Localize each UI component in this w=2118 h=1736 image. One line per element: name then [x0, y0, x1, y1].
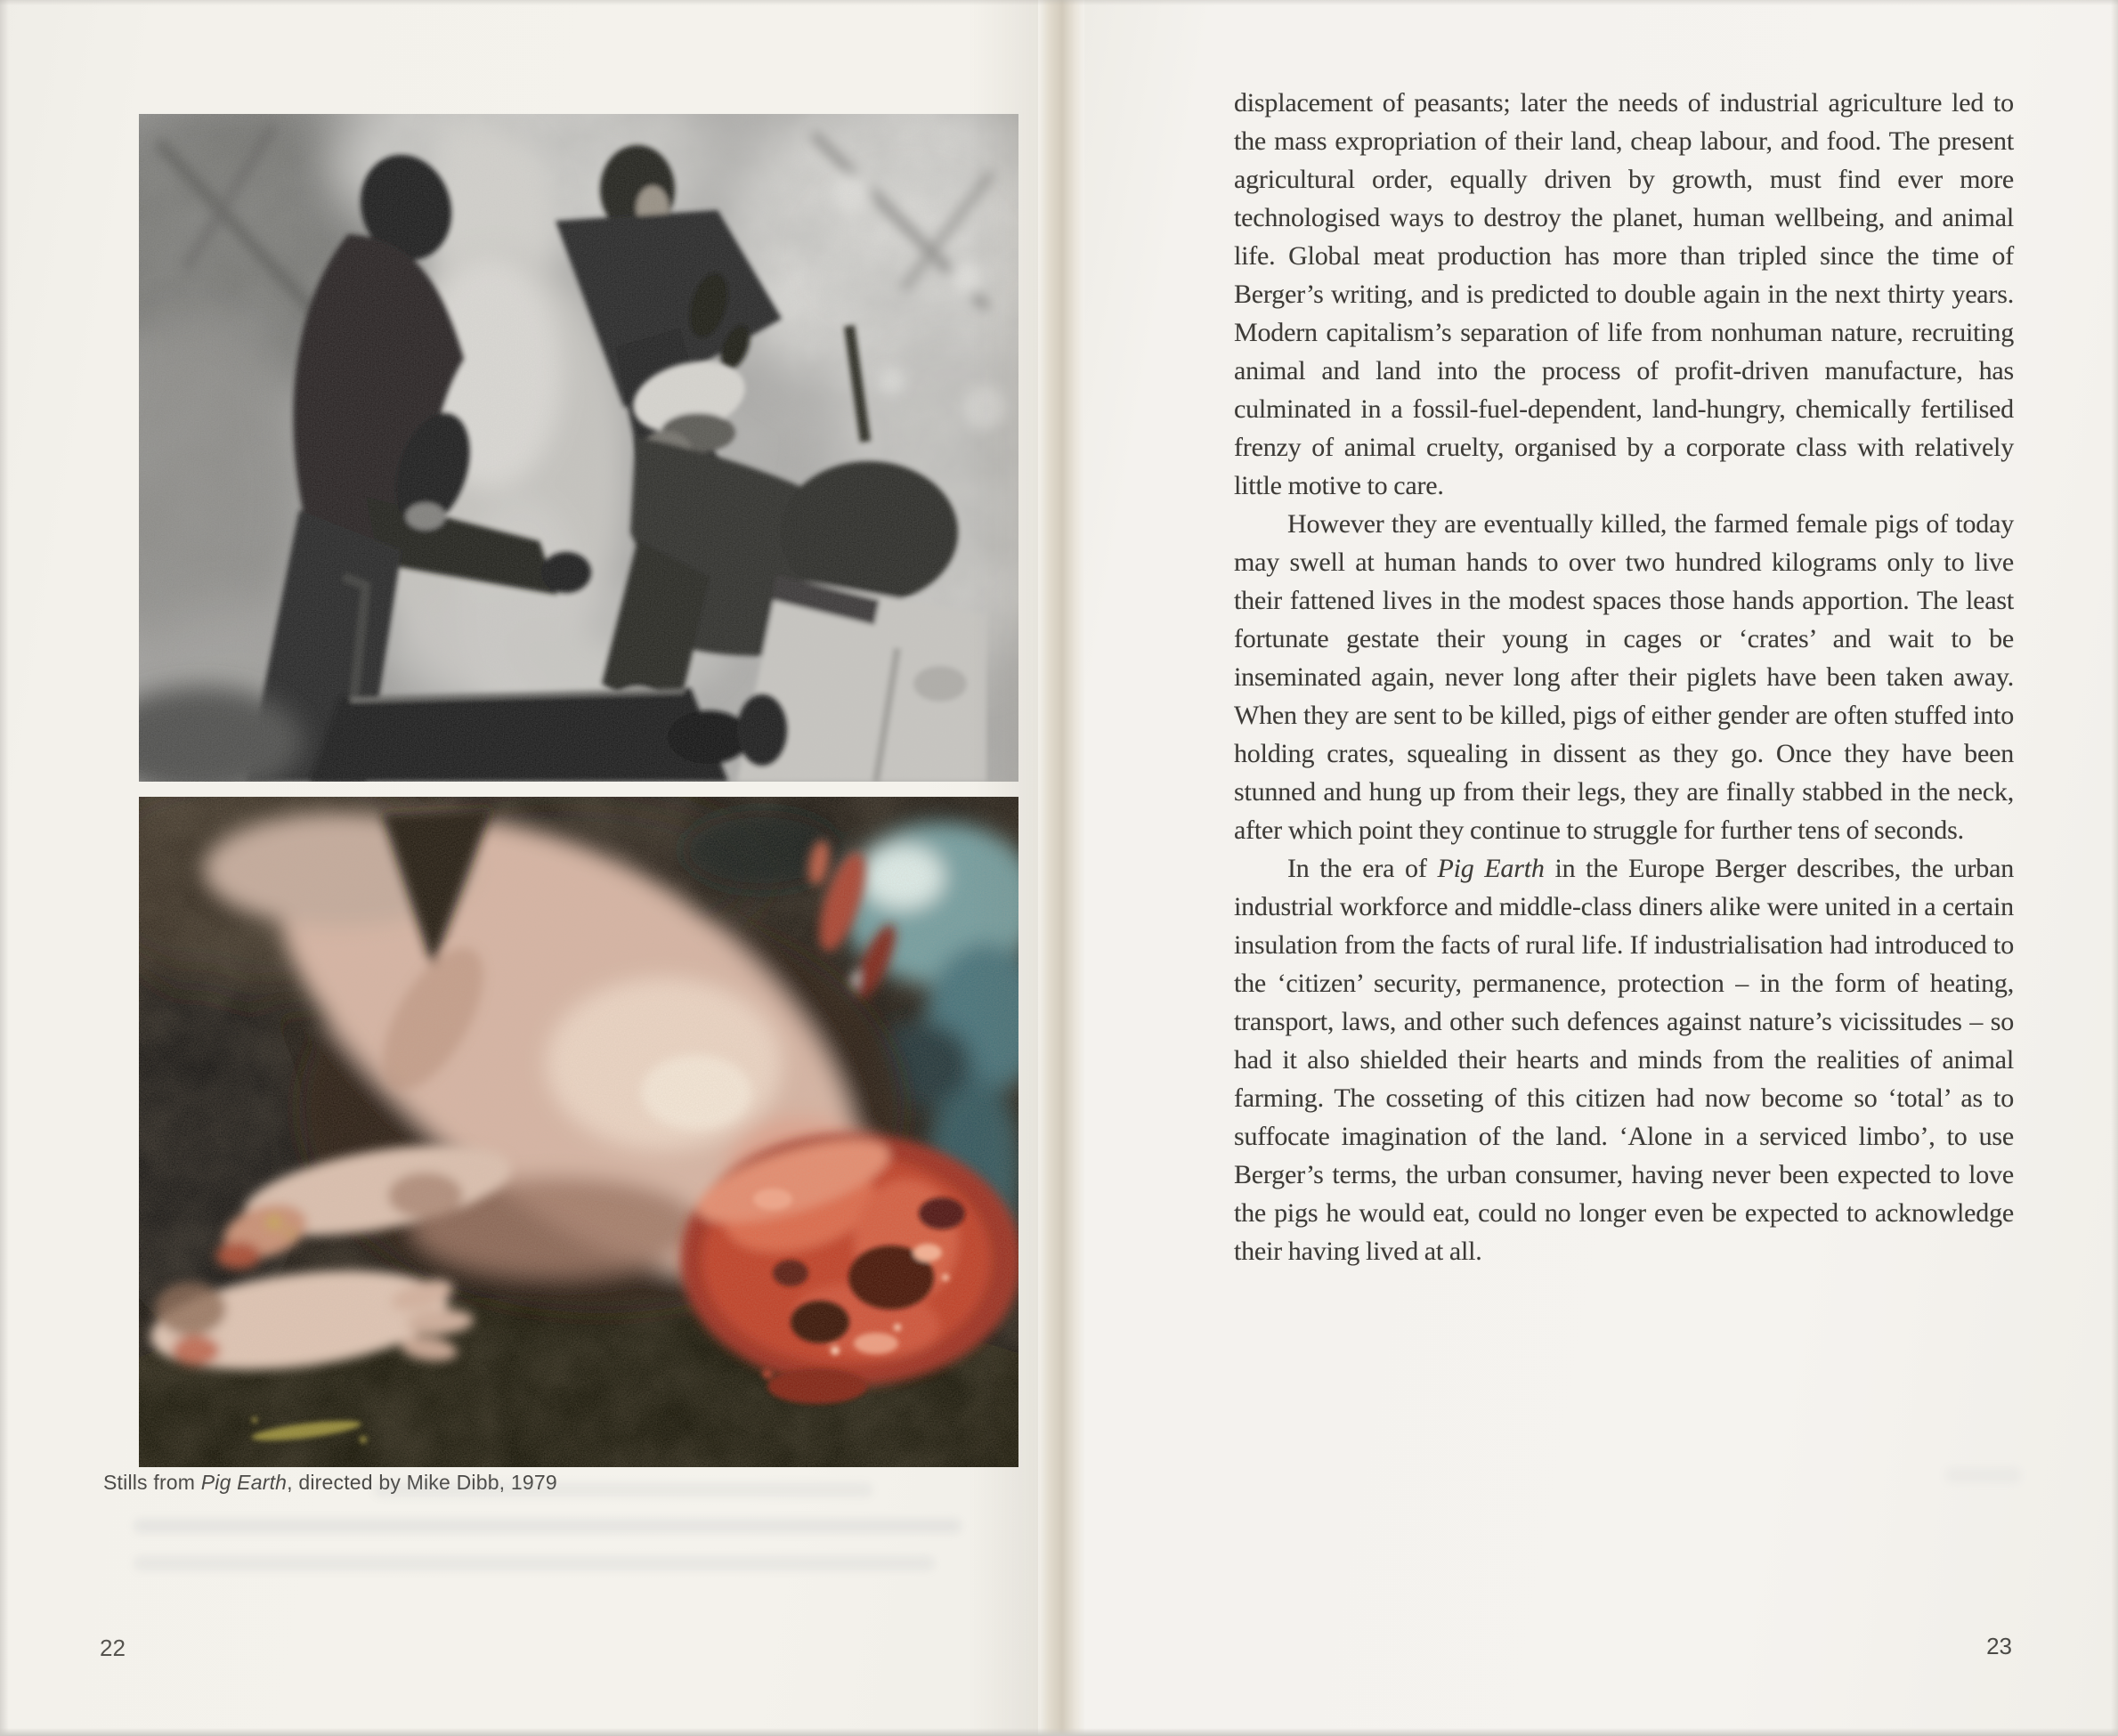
page-edge-left	[0, 0, 9, 1736]
text-segment: displacement of peasants; later the needs of industrial agriculture led to the mass expropriation of their land, cheap labour, and food. The present agricultural order, equally driven by growth, must find ever more technologised ways to destroy the planet, human wellbeing, and animal life. Global meat production has more than tripled since the time of Berger’s writing, and is predicted to double again in the next thirty years. Modern capitalism’s separation of life from nonhuman nature, recruiting animal and land into the process of profit-driven manufacture, has culminated in a fossil-fuel-dependent, land-hungry, chemically fertilised frenzy of animal cruelty, organised by a corporate class with relatively little motive to care.	[1234, 88, 2014, 500]
paragraph	[1234, 849, 2014, 1270]
slaughter-photo-art	[139, 114, 1018, 782]
show-through-text-ghost	[134, 1556, 935, 1570]
book-spine	[1038, 0, 1084, 1736]
text-segment: However they are eventually killed, the farmed female pigs of today may swell at human hands to over two hundred kilograms only to live their fattened lives in the modest spaces those hands apportion. The least fortunate gestate their young in cages or ‘crates’ and wait to be inseminated again, never long after their piglets have been taken away. When they are sent to be killed, pigs of either gender are often stuffed into holding crates, squealing in dissent as they go. Once they have been stunned and hung up from their legs, they are finally stabbed in the neck, after which point they continue to struggle for further tens of seconds.	[1234, 509, 2014, 845]
page-edge-bottom	[0, 1728, 2118, 1736]
text-segment-italic: Pig Earth	[200, 1471, 288, 1494]
text-segment: , directed by Mike Dibb, 1979	[287, 1471, 557, 1494]
photo-slaughter-scene	[139, 114, 1018, 782]
text-segment-italic: Pig Earth	[1437, 854, 1545, 883]
paragraph	[1234, 84, 2014, 505]
text-segment: Stills from	[103, 1471, 201, 1494]
body-text	[1234, 84, 2014, 1270]
carcass-photo-art	[139, 797, 1018, 1467]
text-segment: in the Europe Berger describes, the urban industrial workforce and middle-class diners alike were united in a certain insulation from the facts of rural life. If industrialisation had introduced to the ‘citizen’ security, permanence, protection – in the form of heating, transport, laws, and other such defences against nature’s vicissitudes – so had it also shielded their hearts and minds from the realities of animal farming. The cosseting of this citizen had now become so ‘total’ as to suffocate imagination of the land. ‘Alone in a serviced limbo’, to use Berger’s terms, the urban consumer, having never been expected to love the pigs he would eat, could no longer even be expected to acknowledge their having lived at all.	[1234, 854, 2015, 1266]
page-edge-right	[2111, 0, 2118, 1736]
left-page	[0, 0, 1040, 1736]
page-number-right: 23	[1986, 1633, 2012, 1659]
gutter-shadow	[969, 0, 1038, 1736]
page-number-left: 22	[100, 1635, 126, 1661]
show-through-text-ghost	[374, 1483, 872, 1497]
photo-pig-carcass	[139, 797, 1018, 1467]
show-through-text-ghost	[1945, 1467, 2021, 1483]
show-through-text-ghost	[134, 1519, 962, 1533]
page-edge-top	[0, 0, 2118, 5]
paragraph	[1234, 505, 2014, 849]
text-segment: In the era of	[1287, 854, 1438, 883]
